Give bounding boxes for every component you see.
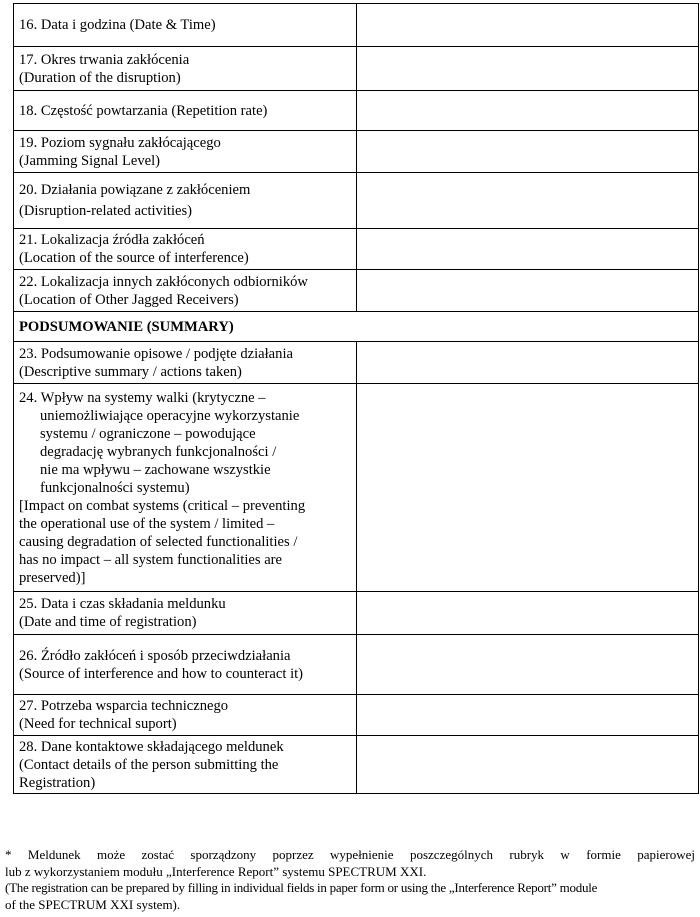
field-value-cell[interactable]: [357, 270, 699, 312]
field-label: 23. Podsumowanie opisowe / podjęte działania (Descriptive summary / actions taken): [14, 342, 357, 384]
form-row-21: [14, 229, 699, 270]
field-label: 16. Data i godzina (Date & Time): [14, 4, 357, 47]
summary-section-header: [14, 312, 699, 342]
footnote-pl-line-2: lub z wykorzystaniem modułu „Interference Report” systemu SPECTRUM XXI.: [5, 863, 427, 879]
form-row-17: [14, 47, 699, 91]
field-value-cell[interactable]: [357, 736, 699, 794]
form-row-23: [14, 342, 699, 384]
form-row-18: [14, 91, 699, 131]
field-value-cell[interactable]: [357, 695, 699, 736]
field-label: 26. Źródło zakłóceń i sposób przeciwdziałania (Source of interference and how to counteract it): [14, 635, 357, 695]
form-row-20: [14, 173, 699, 229]
field-value-cell[interactable]: [357, 131, 699, 173]
field-value-cell[interactable]: [357, 173, 699, 229]
field-label: 25. Data i czas składania meldunku (Date and time of registration): [14, 592, 357, 635]
field-label: 19. Poziom sygnału zakłócającego (Jamming Signal Level): [14, 131, 357, 173]
form-row-26: [14, 635, 699, 695]
field-value-cell[interactable]: [357, 229, 699, 270]
field-label: 18. Częstość powtarzania (Repetition rate): [14, 91, 357, 131]
field-value-cell[interactable]: [357, 592, 699, 635]
field-label: 21. Lokalizacja źródła zakłóceń (Location of the source of interference): [14, 229, 357, 270]
field-value-cell[interactable]: [357, 91, 699, 131]
field-value-cell[interactable]: [357, 635, 699, 695]
form-row-16: [14, 4, 699, 47]
field-label: 20. Działania powiązane z zakłóceniem (Disruption-related activities): [14, 173, 357, 229]
footnote: [5, 847, 695, 913]
form-row-24: [14, 384, 699, 592]
footnote-pl-line-1: * Meldunek może zostać sporządzony poprzez wypełnienie poszczególnych rubryk w formie papierowej: [5, 847, 695, 862]
form-row-22: [14, 270, 699, 312]
report-form-table: [13, 3, 699, 794]
field-label: 27. Potrzeba wsparcia technicznego (Need for technical suport): [14, 695, 357, 736]
field-label: 17. Okres trwania zakłócenia (Duration of the disruption): [14, 47, 357, 91]
section-title: PODSUMOWANIE (SUMMARY): [14, 312, 699, 342]
footnote-en-line-2: of the SPECTRUM XXI system).: [5, 896, 181, 912]
form-row-25: [14, 592, 699, 635]
field-label: 24. Wpływ na systemy walki (krytyczne – uniemożliwiające operacyjne wykorzystanie systemu / ograniczone – powodujące degradację wybranych funkcjonalności / nie ma wpływu – zachowane wszystkie funkcjonalności systemu) [Impact on combat systems (critical – preventing the operational use of the system / limited – causing degradation of selected functionalities / has no impact – all system functionalities are preserved)]: [14, 384, 357, 592]
field-label: 28. Dane kontaktowe składającego meldunek (Contact details of the person submitting the Registration): [14, 736, 357, 794]
form-row-28: [14, 736, 699, 794]
form-row-27: [14, 695, 699, 736]
field-value-cell[interactable]: [357, 384, 699, 592]
field-value-cell[interactable]: [357, 4, 699, 47]
footnote-en-line-1: (The registration can be prepared by filling in individual fields in paper form or using the „Interference Report” module: [5, 880, 598, 895]
field-value-cell[interactable]: [357, 342, 699, 384]
field-value-cell[interactable]: [357, 47, 699, 91]
form-row-19: [14, 131, 699, 173]
field-label: 22. Lokalizacja innych zakłóconych odbiorników (Location of Other Jagged Receivers): [14, 270, 357, 312]
